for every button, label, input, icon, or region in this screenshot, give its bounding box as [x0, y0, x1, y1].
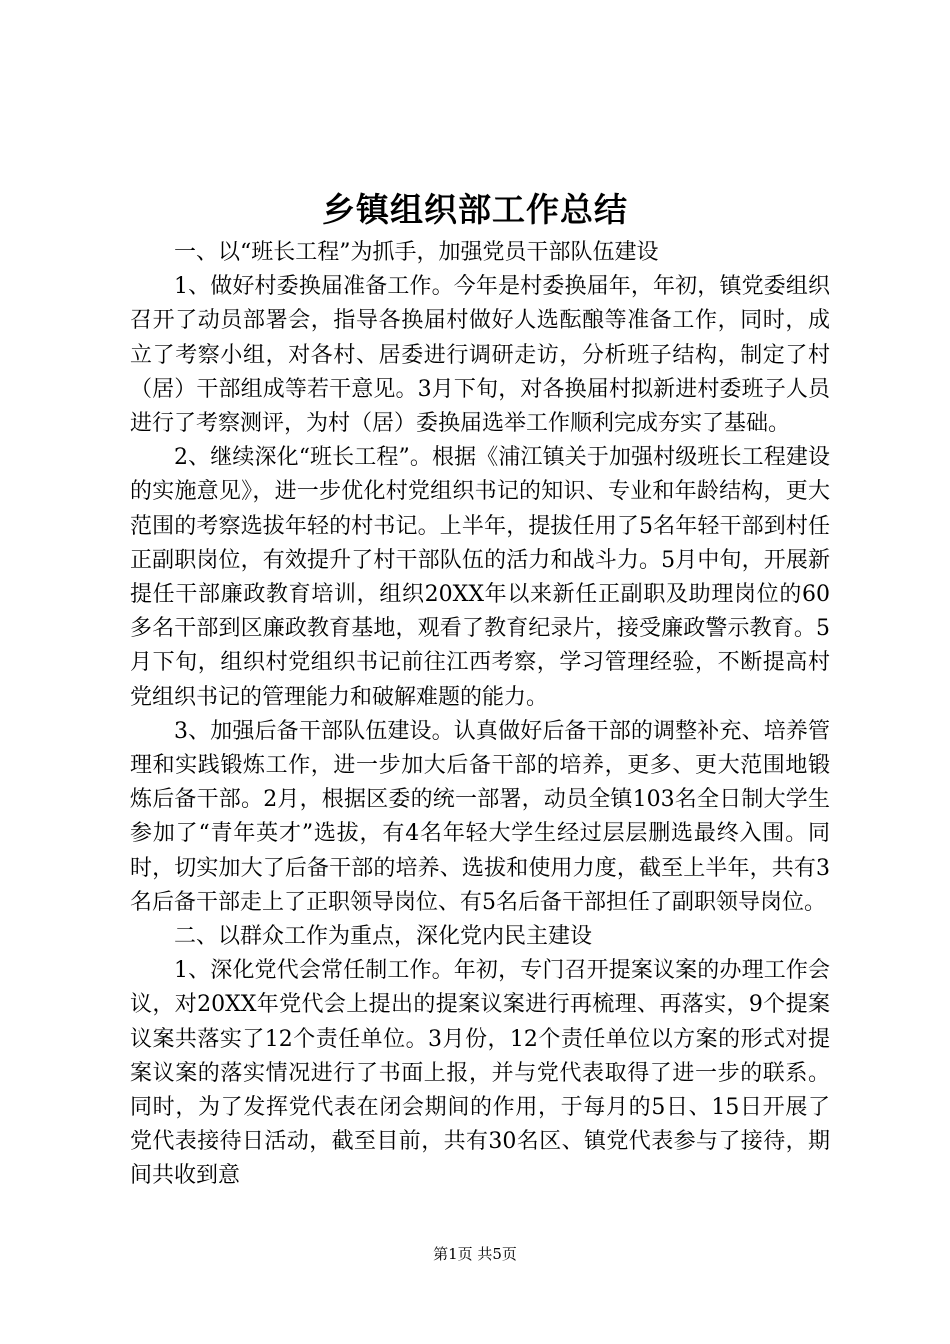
- section-heading-1: 一、以“班长工程”为抓手，加强党员干部队伍建设: [174, 240, 659, 265]
- body-paragraph: 1、做好村委换届准备工作。今年是村委换届年，年初，镇党委组织召开了动员部署会，指导各换届村做好人选酝酿等准备工作，同时，成立了考察小组，对各村、居委进行调研走访，分析班子结构，制定了村（居）干部组成等若干意见。3月下旬，对各换届村拟新进村委班子人员进行了考察测评，为村（居）委换届选举工作顺利完成夯实了基础。: [130, 274, 830, 437]
- document-title: 乡镇组织部工作总结: [322, 190, 628, 229]
- section-heading-2: 二、以群众工作为重点，深化党内民主建设: [174, 924, 593, 950]
- body-paragraph: 3、加强后备干部队伍建设。认真做好后备干部的调整补充、培养管理和实践锻炼工作，进一步加大后备干部的培养，更多、更大范围地锻炼后备干部。2月，根据区委的统一部署，动员全镇103名全日制大学生参加了“青年英才”选拔，有4名年轻大学生经过层层删选最终入围。同时，切实加大了后备干部的培养、选拔和使用力度，截至上半年，共有3名后备干部走上了正职领导岗位、有5名后备干部担任了副职领导岗位。: [130, 718, 830, 915]
- page-number-footer: 第1页 共5页: [433, 1245, 517, 1263]
- document-body: [130, 236, 830, 1194]
- body-paragraph: 2、继续深化“班长工程”。根据《浦江镇关于加强村级班长工程建设的实施意见》，进一步优化村党组织书记的知识、专业和年龄结构，更大范围的考察选拔年轻的村书记。上半年，提拔任用了5名年轻干部到村任正副职岗位，有效提升了村干部队伍的活力和战斗力。5月中旬，开展新提任干部廉政教育培训，组织20XX年以来新任正副职及助理岗位的60多名干部到区廉政教育基地，观看了教育纪录片，接受廉政警示教育。5月下旬，组织村党组织书记前往江西考察，学习管理经验，不断提高村党组织书记的管理能力和破解难题的能力。: [130, 445, 830, 710]
- body-paragraph: 1、深化党代会常任制工作。年初，专门召开提案议案的办理工作会议，对20XX年党代会上提出的提案议案进行再梳理、再落实，9个提案议案共落实了12个责任单位。3月份，12个责任单位以方案的形式对提案议案的落实情况进行了书面上报，并与党代表取得了进一步的联系。同时，为了发挥党代表在闭会期间的作用，于每月的5日、15日开展了党代表接待日活动，截至目前，共有30名区、镇党代表参与了接待，期间共收到意: [130, 958, 830, 1189]
